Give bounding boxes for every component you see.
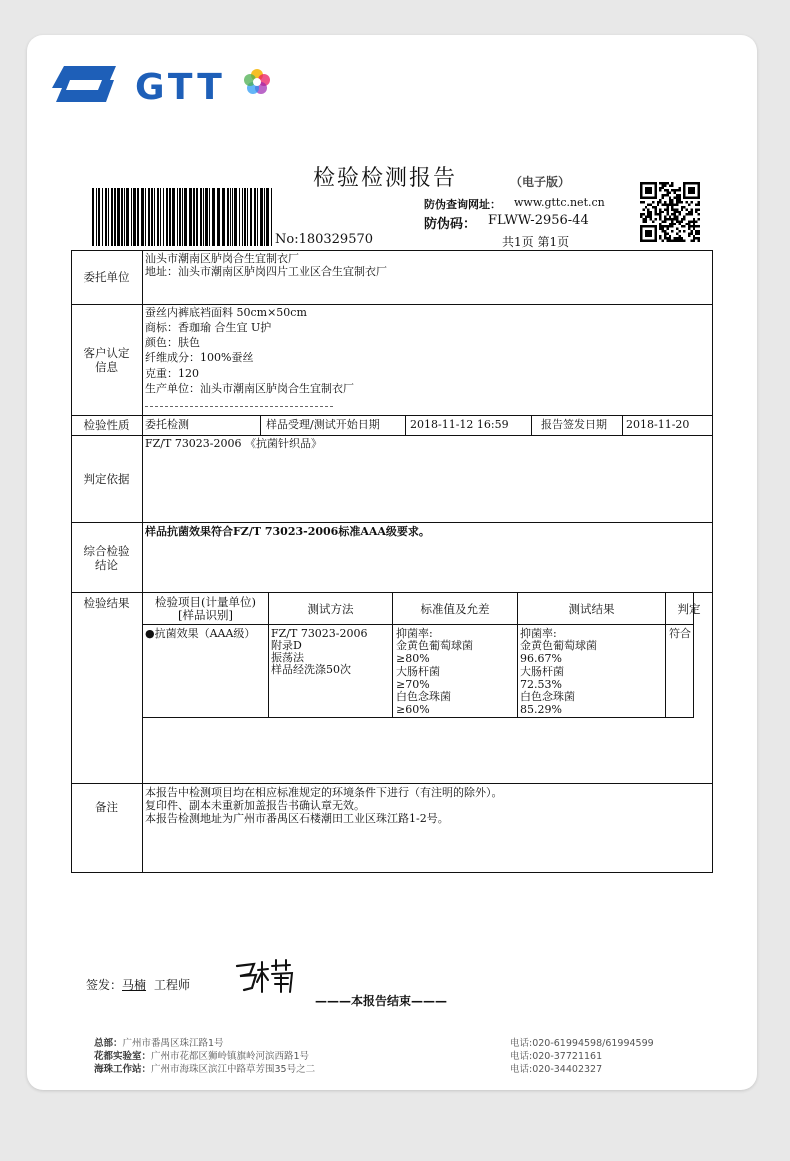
results-label: 检验结果 [83,596,130,610]
anti-counterfeit-code: FLWW-2956-44 [488,213,589,228]
footer-phone: 电话:020-61994598/61994599 [510,1038,654,1049]
remarks-label: 备注 [95,800,118,814]
nature-label: 检验性质 [83,418,130,432]
footer-row: 总部：广州市番禺区珠江路1号 [94,1038,224,1049]
gtt-logo-icon [52,66,116,108]
footer-row: 海珠工作站：广州市海珠区滨江中路草芳围35号之二 [94,1064,316,1075]
dashed-divider [145,406,333,407]
client-address: 地址：汕头市潮南区胪岗四片工业区合生宜制衣厂 [145,265,387,278]
conclusion-label: 综合检验 结论 [83,544,130,572]
signer-label: 签发： [86,978,123,992]
edition-label: （电子版） [510,175,571,189]
report-title: 检验检测报告 [313,166,458,191]
client-label: 委托单位 [83,270,130,284]
results-header-result: 测试结果 [568,602,615,616]
results-header-method: 测试方法 [307,602,354,616]
barcode [92,188,272,246]
verify-url[interactable]: www.gttc.net.cn [514,196,605,209]
remark-line: 复印件、副本未重新加盖报告书确认章无效。 [145,799,365,812]
sample-info-line: 纤维成分：100%蚕丝 [145,351,254,364]
logo-text: GTT [135,67,226,108]
report-number: No:180329570 [275,232,374,247]
sample-info-line: 商标：香珈瑜 合生宜 U护 [145,321,272,334]
results-verdict: 符合 [669,627,691,640]
remark-line: 本报告中检测项目均在相应标准规定的环境条件下进行（有注明的除外）。 [145,786,503,799]
nature-value: 委托检测 [145,418,189,431]
report-end: ———本报告结束——— [315,994,448,1008]
sample-info-line: 颜色：肤色 [145,336,200,349]
anti-counterfeit-label: 防伪码： [424,217,477,232]
handwritten-signature [232,958,302,998]
sample-info-label: 客户认定 信息 [83,346,130,374]
flower-icon [243,68,271,96]
start-date-value: 2018-11-12 16:59 [410,418,509,431]
basis-label: 判定依据 [83,472,130,486]
page-count: 共1页 第1页 [502,235,570,249]
results-header-item: 检验项目(计量单位) [样品识别] [155,595,256,622]
footer-phone: 电话:020-37721161 [510,1051,603,1062]
sample-info-line: 克重：120 [145,367,199,380]
qr-code[interactable] [640,182,700,242]
issue-date-label: 报告签发日期 [541,418,607,431]
issue-date-value: 2018-11-20 [626,418,690,431]
client-name: 汕头市潮南区胪岗合生宜制衣厂 [145,252,299,265]
footer-row: 花都实验室：广州市花都区狮岭镇旗岭河滨西路1号 [94,1051,310,1062]
start-date-label: 样品受理/测试开始日期 [266,418,380,431]
footer-phone: 电话:020-34402327 [510,1064,603,1075]
sample-info-line: 生产单位：汕头市潮南区胪岗合生宜制衣厂 [145,382,354,395]
results-header-standard: 标准值及允差 [420,602,490,616]
signer-name: 马楠 [122,978,147,992]
basis-value: FZ/T 73023-2006 《抗菌针织品》 [145,437,323,450]
sample-info-line: 蚕丝内裤底裆面料 50cm×50cm [145,306,307,319]
signer-title: 工程师 [154,978,191,992]
results-header-verdict: 判定 [677,602,701,616]
remark-line: 本报告检测地址为广州市番禺区石楼潮田工业区珠江路1-2号。 [145,812,449,825]
results-item: ●抗菌效果（AAA级） [145,627,256,640]
conclusion-value: 样品抗菌效果符合FZ/T 73023-2006标准AAA级要求。 [145,525,430,538]
verify-url-label: 防伪查询网址： [424,198,501,211]
